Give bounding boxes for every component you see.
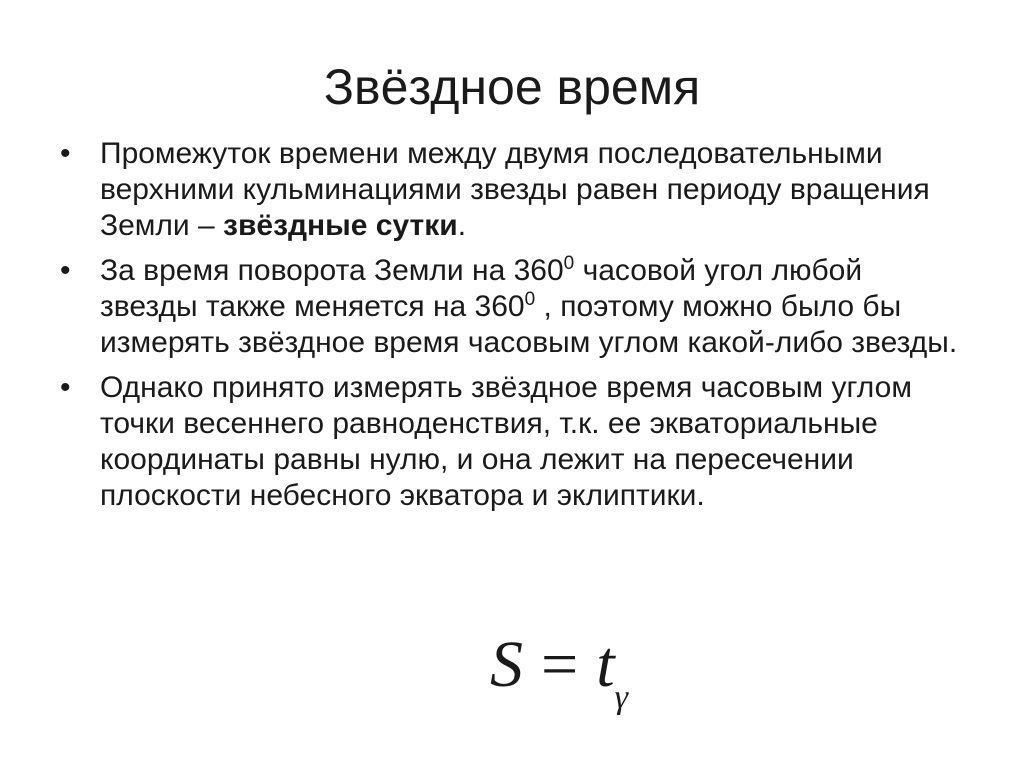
degree-superscript: 0 — [524, 289, 536, 310]
bullet-icon: • — [60, 254, 71, 287]
sidereal-time-formula — [490, 628, 628, 716]
bullet-text-end: . — [457, 209, 467, 242]
bullet-bold-term: звёздные сутки — [223, 209, 458, 242]
bullet-text: За время поворота Земли на 360 — [100, 254, 564, 287]
degree-superscript: 0 — [563, 253, 575, 274]
bullet-text: Однако принято измерять звёздное время часовым углом точки весеннего равноденствия, т.к. ее экваториальные координаты равны нулю, и она лежит на пересечении плоскости небесного экватора и эклиптики. — [100, 371, 912, 512]
bullet-text: Промежуток времени между двумя последовательными верхними кульминациями звезды равен периоду вращения Земли – — [100, 137, 930, 242]
bullet-icon: • — [60, 137, 71, 170]
bullet-list — [60, 136, 960, 523]
bullet-text: , поэтому можно было бы измерять звёздное время часовым углом какой-либо звезды. — [100, 290, 958, 359]
bullet-item-hour-angle — [60, 253, 960, 361]
bullet-item-sidereal-day — [60, 136, 960, 244]
formula-rhs: t — [596, 628, 615, 701]
slide-title: Звёздное время — [323, 59, 701, 115]
formula-equals: = — [541, 628, 579, 701]
formula-subscript: γ — [614, 679, 628, 716]
bullet-icon: • — [60, 371, 71, 404]
bullet-text: часовой угол любой звезды также меняется на 360 — [100, 254, 863, 323]
bullet-item-vernal-equinox — [60, 370, 960, 514]
formula-lhs: S — [490, 628, 523, 701]
